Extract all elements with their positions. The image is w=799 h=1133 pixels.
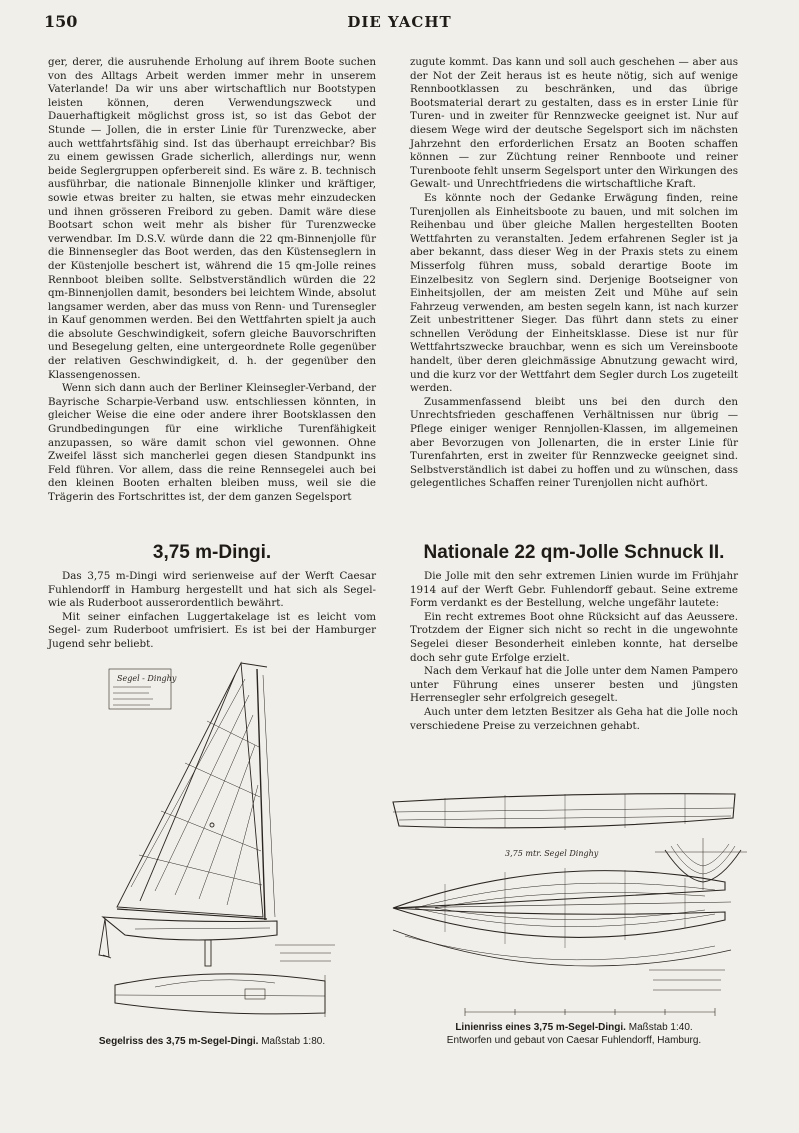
lines-plan-label: 3,75 mtr. Segel Dinghy <box>505 849 599 858</box>
schnuck-title: Nationale 22 qm-Jolle Schnuck II. <box>423 542 725 563</box>
schnuck-caption-line-2: Entworfen und gebaut von Caesar Fuhlendorff, Hamburg. <box>446 1035 702 1046</box>
dingi-paragraph-1: Das 3,75 m-Dingi wird serienweise auf der Werft Caesar Fuhlendorff in Hamburg hergestellt und hat sich als Segel- wie als Ruderboot ausserordentlich bewährt. <box>48 570 376 610</box>
dingi-title: 3,75 m-Dingi. <box>152 542 272 563</box>
schnuck-text <box>410 570 738 733</box>
sail-plan-drawing <box>95 655 395 1035</box>
left-paragraph-2: Wenn sich dann auch der Berliner Kleinsegler-Verband, der Bayrische Scharpie-Verband usw. entschliessen könnten, in gleicher Weise die eine oder andere ihrer Bootsklassen den Grundbedingungen für eine wirkliche Turenfähigkeit anzupassen, so wäre damit schon viel gewonnen. Ohne Zweifel lässt sich mancherlei gegen diesen Standpunkt ins Feld führen. Vor allem, dass die reine Rennsegelei auch bei den kleinen Booten erhalten bleiben muss, weil sie die Trägerin des Fortschrittes ist, der dem ganzen Segelsport <box>48 382 376 503</box>
schnuck-paragraph-4: Auch unter dem letzten Besitzer als Geha hat die Jolle noch verschiedene Preise zu verzeichnen gehabt. <box>410 705 738 732</box>
schnuck-paragraph-2: Ein recht extremes Boot ohne Rücksicht auf das Aeussere. Trotzdem der Eigner sich nicht so recht in die ungewohnte Segelei dieser Besonderheit einleben konnte, hat derselbe doch sehr gute Erfolge erzielt. <box>410 610 738 664</box>
schnuck-paragraph-3: Nach dem Verkauf hat die Jolle unter dem Namen Pampero unter Führung eines unserer besten und jüngsten Herrensegler sehr erfolgreich gesegelt. <box>410 665 738 705</box>
schnuck-caption-line-1 <box>396 1022 752 1033</box>
sail-plan-label: Segel - Dinghy <box>117 674 177 683</box>
dingi-caption-scale: Maßstab 1:80. <box>261 1036 326 1047</box>
schnuck-caption-scale: Maßstab 1:40. <box>628 1022 693 1033</box>
dingi-caption-title: Segelriss des 3,75 m-Segel-Dingi. <box>98 1036 259 1047</box>
right-paragraph-2: Es könnte noch der Gedanke Erwägung finden, reine Turenjollen als Einheitsboote zu bauen, und mit solchen im Reihenbau und über gleiche Mallen hergestellten Booten Wettfahrten zu veranstalten. Jedem erfahrenen Segler ist ja aber bekannt, dass dieser Weg in der Praxis stets zu einem Misserfolg führen muss, sobald derartige Boote im Einzelbesitz von Seglern sind. Derjenige Bootseigner von Einheitsjollen, der am meisten Zeit und Mühe auf sein Fahrzeug verwenden, am besten segeln kann, ist nach kurzer Zeit unbestrittener Sieger. Das führt dann stets zu einer schnellen Verödung der Einheitsklasse. Diese ist nur für Wettfahrtszwecke brauchbar, wenn es sich um Vereinsboote handelt, über deren gleichmässige Abnutzung gewacht wird, und die kurz vor der Wettfahrt dem Segler durch Los zugeteilt werden. <box>410 191 738 395</box>
left-column-text <box>48 56 376 505</box>
left-paragraph-1: ger, derer, die ausruhende Erholung auf ihrem Boote suchen von des Alltags Arbeit werden immer mehr in unserem Vaterlande! Da wir uns aber wirtschaftlich nur Bootstypen leisten können, deren Verwendungszweck und Dauerhaftigkeit möglichst gross ist, so ist das Gebot der Stunde — Jollen, die in erster Linie für Turenzwecke, aber auch wettfahrtsfähig sind. Ist das überhaupt erreichbar? Bis zu einem gewissen Grade sicherlich, allerdings nur, wenn beide Seglergruppen opferbereit sind. Es wäre z. B. technisch ausführbar, die nationale Binnenjolle klinker und kräftiger, sowie etwas breiter zu halten, sie etwas mehr einzudecken und ihnen grösseren Freibord zu geben. Damit wäre diese Bootsart schon weit mehr als bisher für Turenzwecke verwendbar. Im D.S.V. würde dann die 22 qm-Binnenjolle für die Binnensegler das Boot werden, das den Küstenseglern in der Küstenjolle beschert ist, während die 15 qm-Jolle reines Rennboot bleiben sollte. Selbstverständlich würden die 22 qm-Binnenjollen damit, besonders bei leichtem Winde, absolut langsamer werden, aber das muss von Renn- und Turensegler in Kauf genommen werden. Bei den Wettfahrten spielt ja auch die absolute Geschwindigkeit, sofern gleiche Bauvorschriften und Besegelung gelten, eine untergeordnete Rolle gegenüber der relativen Geschwindigkeit, d. h. der gegenüber den Klassengenossen. <box>48 56 376 381</box>
right-paragraph-3: Zusammenfassend bleibt uns bei den durch den Unrechtsfrieden geschaffenen Verhältnissen nur übrig — Pflege einiger weniger Rennjollen-Klassen, im allgemeinen aber Bevorzugen von Jollenarten, die in erster Linie für Turenfahrten, erst in zweiter für Rennzwecke geeignet sind. Selbstverständlich ist dabei zu hoffen und zu wünschen, dass gelegentliches Schaffen reiner Turenjollen nicht aufhört. <box>410 395 738 490</box>
running-title: DIE YACHT <box>347 13 452 31</box>
dingi-text <box>48 570 376 652</box>
schnuck-paragraph-1: Die Jolle mit den sehr extremen Linien wurde im Frühjahr 1914 auf der Werft Gebr. Fuhlendorff gebaut. Seine extreme Form verdankt es der Bestellung, welche ungefähr lautete: <box>410 570 738 610</box>
dingi-caption <box>48 1036 376 1047</box>
schnuck-caption <box>396 1022 752 1046</box>
lines-plan-drawing <box>385 790 755 1020</box>
right-paragraph-1: zugute kommt. Das kann und soll auch geschehen — aber aus der Not der Zeit heraus ist es heute nötig, sich auf wenige Rennbootklassen zu beschränken, und das übrige Bootsmaterial derart zu gestalten, dass es in erster Linie für Turen- und in zweiter für Rennzwecke geeignet ist. Nur auf diesem Wege wird der deutsche Segelsport sich im nächsten Jahrzehnt den erforderlichen Ersatz an Booten schaffen können — zur Züchtung reiner Rennboote und reiner Turenboote fehlt unserm Segelsport unter den Wirkungen des Gewalt- und Unrechtfriedens die wirtschaftliche Kraft. <box>410 56 738 191</box>
page-number: 150 <box>44 12 78 31</box>
right-column-text <box>410 56 738 491</box>
schnuck-caption-title: Linienriss eines 3,75 m-Segel-Dingi. <box>455 1022 626 1033</box>
dingi-paragraph-2: Mit seiner einfachen Luggertakelage ist es leicht vom Segel- zum Ruderboot umfrisiert. Es ist bei der Hamburger Jugend sehr beliebt. <box>48 610 376 650</box>
